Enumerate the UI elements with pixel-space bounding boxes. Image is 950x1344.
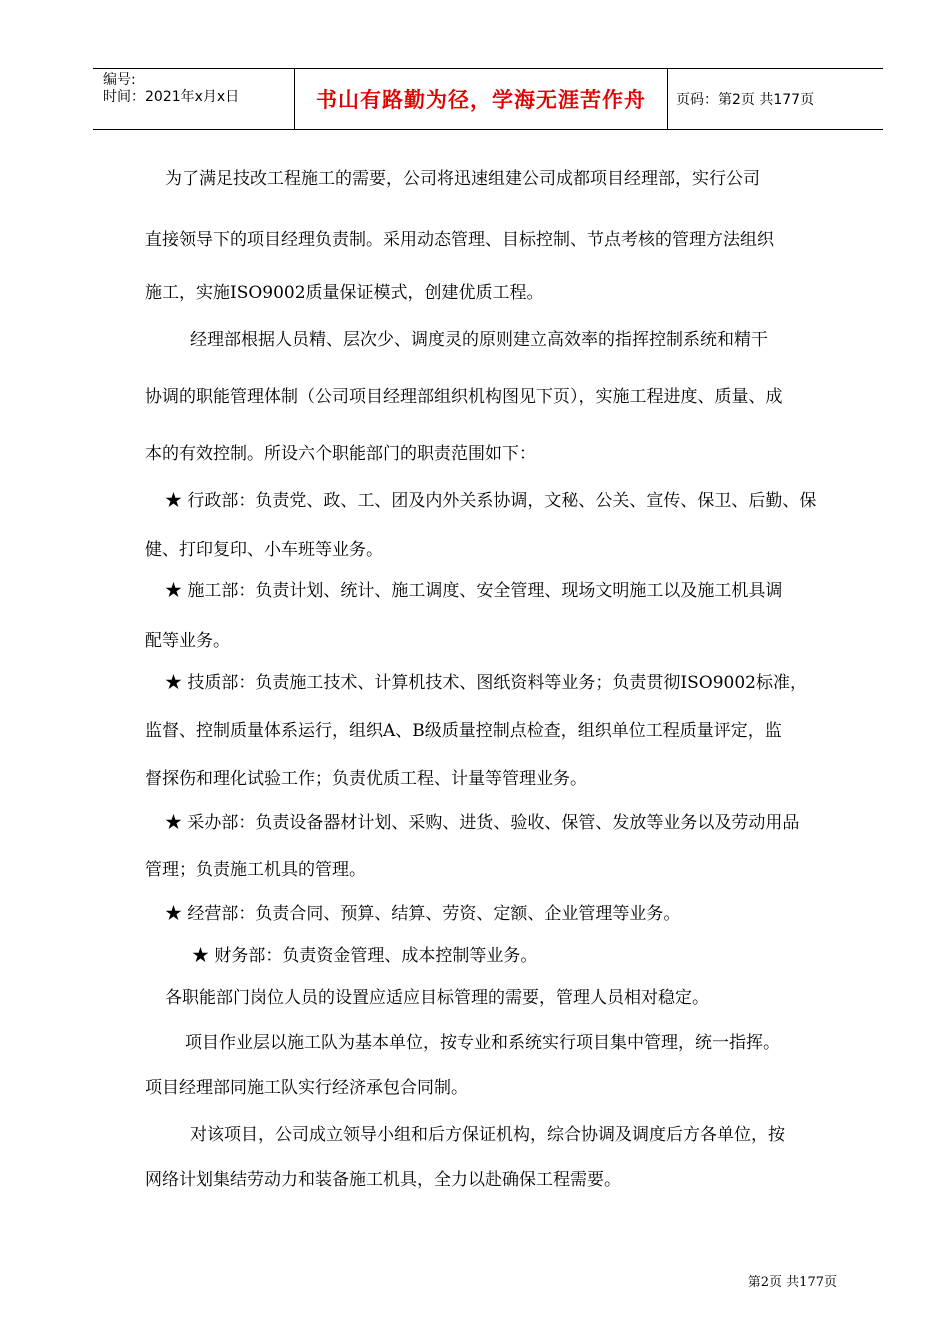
header-page-cell	[668, 69, 883, 129]
page-header	[93, 68, 883, 130]
paragraph-line: 监督、控制质量体系运行，组织A、B级质量控制点检查，组织单位工程质量评定，监	[145, 721, 782, 741]
department-line: ★ 施工部：负责计划、统计、施工调度、安全管理、现场文明施工以及施工机具调	[165, 581, 783, 601]
paragraph-line: 督探伤和理化试验工作；负责优质工程、计量等管理业务。	[145, 769, 587, 789]
paragraph-line: 网络计划集结劳动力和装备施工机具，全力以赴确保工程需要。	[145, 1170, 621, 1190]
document-number-label: 编号:	[103, 72, 136, 88]
department-line: ★ 行政部：负责党、政、工、团及内外关系协调，文秘、公关、宣传、保卫、后勤、保	[165, 491, 817, 511]
paragraph-line: 管理；负责施工机具的管理。	[145, 860, 366, 880]
paragraph-line: 为了满足技改工程施工的需要，公司将迅速组建公司成都项目经理部，实行公司	[165, 169, 760, 189]
department-line: ★ 财务部：负责资金管理、成本控制等业务。	[192, 946, 538, 966]
paragraph-line: 项目作业层以施工队为基本单位，按专业和系统实行项目集中管理，统一指挥。	[185, 1033, 780, 1053]
paragraph-line: 健、打印复印、小车班等业务。	[145, 540, 383, 560]
department-line: ★ 经营部：负责合同、预算、结算、劳资、定额、企业管理等业务。	[165, 904, 681, 924]
paragraph-line: 项目经理部同施工队实行经济承包合同制。	[145, 1078, 468, 1098]
paragraph-line: 各职能部门岗位人员的设置应适应目标管理的需要，管理人员相对稳定。	[165, 988, 709, 1008]
paragraph-line: 对该项目，公司成立领导小组和后方保证机构，综合协调及调度后方各单位，按	[190, 1125, 785, 1145]
paragraph-line: 协调的职能管理体制（公司项目经理部组织机构图见下页），实施工程进度、质量、成	[145, 387, 783, 407]
paragraph-line: 施工，实施ISO9002质量保证模式，创建优质工程。	[145, 283, 544, 303]
header-page-info: 页码：第2页 共177页	[676, 92, 815, 108]
header-motto-cell	[295, 69, 668, 129]
paragraph-line: 本的有效控制。所设六个职能部门的职责范围如下：	[145, 444, 536, 464]
department-line: ★ 技质部：负责施工技术、计算机技术、图纸资料等业务；负责贯彻ISO9002标准，	[165, 673, 807, 693]
page-footer: 第2页 共177页	[747, 1275, 837, 1290]
header-meta-cell	[93, 69, 295, 129]
department-line: ★ 采办部：负责设备器材计划、采购、进货、验收、保管、发放等业务以及劳动用品	[165, 813, 800, 833]
paragraph-line: 直接领导下的项目经理负责制。采用动态管理、目标控制、节点考核的管理方法组织	[145, 230, 774, 250]
paragraph-line: 经理部根据人员精、层次少、调度灵的原则建立高效率的指挥控制系统和精干	[190, 330, 768, 350]
paragraph-line: 配等业务。	[145, 631, 230, 651]
document-time-label: 时间：2021年x月x日	[103, 89, 240, 105]
header-motto: 书山有路勤为径，学海无涯苦作舟	[316, 88, 646, 112]
